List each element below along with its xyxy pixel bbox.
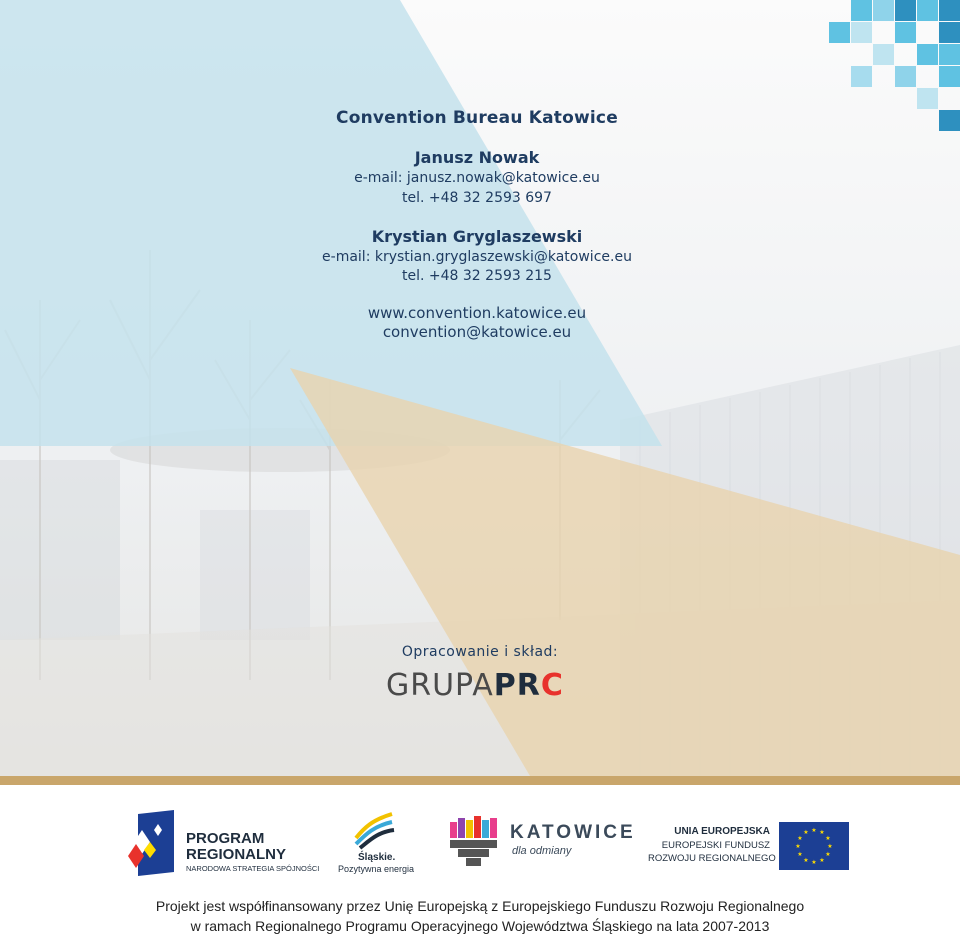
svg-text:★: ★ bbox=[827, 843, 833, 850]
office-email-link[interactable]: convention@katowice.eu bbox=[382, 323, 572, 341]
eu-flag-icon bbox=[779, 822, 849, 870]
slaskie-line1: Śląskie. bbox=[358, 852, 396, 863]
katowice-line1: KATOWICE bbox=[510, 822, 636, 843]
svg-text:★: ★ bbox=[811, 827, 817, 834]
person2-phone[interactable]: tel. +48 32 2593 215 bbox=[402, 268, 552, 284]
slaskie-logo bbox=[336, 810, 426, 876]
svg-text:★: ★ bbox=[825, 851, 831, 858]
slaskie-waves-icon bbox=[352, 810, 396, 850]
grupaprc-logo-part1: GRUPA bbox=[386, 668, 494, 703]
footer-divider bbox=[0, 776, 960, 785]
svg-text:★: ★ bbox=[819, 829, 825, 836]
katowice-pixel-icon bbox=[450, 816, 500, 868]
eu-logo bbox=[648, 822, 852, 872]
person1-email[interactable]: e-mail: janusz.nowak@katowice.eu bbox=[354, 170, 600, 186]
person1-phone[interactable]: tel. +48 32 2593 697 bbox=[402, 190, 552, 206]
svg-text:★: ★ bbox=[803, 857, 809, 864]
katowice-logo bbox=[450, 816, 636, 872]
katowice-line2: dla odmiany bbox=[512, 845, 572, 857]
credit-label: Opracowanie i skład: bbox=[401, 644, 559, 660]
footer-line2: w ramach Regionalnego Programu Operacyjnego Województwa Śląskiego na lata 2007-2013 bbox=[190, 918, 770, 934]
program-line2: REGIONALNY bbox=[186, 846, 287, 863]
person2-name: Krystian Gryglaszewski bbox=[371, 227, 583, 246]
grupaprc-logo-part3: C bbox=[540, 668, 564, 703]
svg-text:★: ★ bbox=[819, 857, 825, 864]
program-regionalny-logo bbox=[128, 810, 328, 882]
program-line3: NARODOWA STRATEGIA SPÓJNOŚCI bbox=[186, 864, 320, 873]
svg-text:★: ★ bbox=[803, 829, 809, 836]
svg-text:★: ★ bbox=[797, 851, 803, 858]
grupaprc-logo-part2: PR bbox=[493, 668, 541, 703]
person1-name: Janusz Nowak bbox=[414, 148, 540, 167]
nss-flag-icon bbox=[128, 810, 178, 880]
grupaprc-logo bbox=[386, 668, 564, 703]
program-line1: PROGRAM bbox=[186, 830, 265, 847]
eu-line2: EUROPEJSKI FUNDUSZ bbox=[661, 840, 770, 851]
svg-text:★: ★ bbox=[797, 835, 803, 842]
svg-text:★: ★ bbox=[795, 843, 801, 850]
svg-text:★: ★ bbox=[825, 835, 831, 842]
eu-line1: UNIA EUROPEJSKA bbox=[674, 826, 770, 837]
website-link[interactable]: www.convention.katowice.eu bbox=[367, 304, 587, 322]
slaskie-line2: Pozytywna energia bbox=[338, 864, 415, 874]
person2-email[interactable]: e-mail: krystian.gryglaszewski@katowice.eu bbox=[322, 249, 632, 265]
organization-title: Convention Bureau Katowice bbox=[336, 108, 618, 128]
eu-line3: ROZWOJU REGIONALNEGO bbox=[648, 853, 776, 864]
footer-line1: Projekt jest współfinansowany przez Unię Europejską z Europejskiego Funduszu Rozwoju Regionalnego bbox=[155, 898, 805, 914]
svg-text:★: ★ bbox=[811, 859, 817, 866]
